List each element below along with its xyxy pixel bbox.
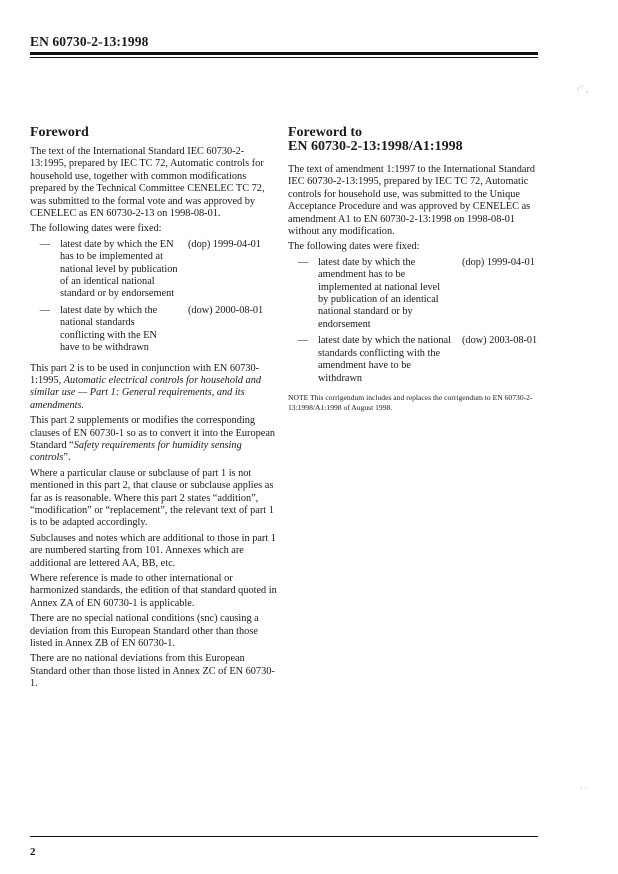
reference-paragraph: Where reference is made to other international or harmonized standards, the edition of that standard quoted in Annex ZA of EN 60730-1 is applicable. (30, 573, 277, 609)
conjunction-text: This part 2 is to be used in conjunction with EN 60730-1:1995, (30, 362, 260, 386)
amendment-intro-paragraph: The text of amendment 1:1997 to the International Standard IEC 60730-2-13:1995, prepared by IEC TC 72, Automatic controls for household use, was submitted to the Unique Acceptance Procedure and was approved by CENELEC as amendment A1 to EN 60730-2-13:1998 on 1998-08-01 without any modification. (288, 164, 536, 238)
supplement-text: This part 2 supplements or modifies the corresponding clauses of EN 60730-1 so as to convert it into the European Standard “ (30, 415, 276, 451)
supplement-close: ”. (63, 452, 71, 464)
list-item-text: latest date by which the national standards conflicting with the amendment have to be withdrawn (318, 335, 451, 384)
list-item-text: latest date by which the amendment has to be implemented at national level by publication of an identical national standard or by endorsement (318, 256, 441, 330)
corrigendum-note: NOTE This corrigendum includes and replaces the corrigendum to EN 60730-2-13:1998/A1:1998 of August 1998. (288, 392, 533, 412)
dates-intro: The following dates were fixed: (288, 241, 420, 253)
deviations-paragraph: There are no national deviations from this European Standard other than those listed in Annex ZC of EN 60730-1. (30, 653, 275, 690)
clause-paragraph: Where a particular clause or subclause of part 1 is not mentioned in this part 2, that clause or subclause applies as far as is reasonable. Where this part 2 states “addition”, “modification” or “replacement”, the relevant text of part 1 is to be adapted accordingly. (30, 467, 274, 529)
list-dash: — (297, 335, 308, 347)
amendment-heading-line2: EN 60730-2-13:1998/A1:1998 (288, 139, 463, 154)
conjunction-paragraph (30, 363, 278, 413)
supplement-paragraph (30, 415, 278, 465)
page-number: 2 (30, 846, 36, 858)
scan-speck-mark-lower: ˙ ˙ (580, 786, 588, 795)
amendment-heading (288, 126, 538, 154)
amendment-foreword-column (288, 126, 538, 412)
list-item-date: (dop) 1999-04-01 (462, 256, 535, 268)
list-item (288, 335, 538, 385)
dates-intro: The following dates were fixed: (30, 223, 162, 235)
list-item (30, 305, 278, 355)
foreword-intro-paragraph: The text of the International Standard IEC 60730-2-13:1995, prepared by IEC TC 72, Automatic controls for household use, together with common modifications prepared by the Technical Committee CENELEC TC 72, was submitted to the formal vote and was approved by CENELEC as EN 60730-2-13 on 1998-08-01. (30, 146, 265, 220)
amendment-heading-line1: Foreword to (288, 125, 362, 140)
conjunction-title: Automatic electrical controls for household and similar use — Part 1: General requirements, and its amendments. (30, 374, 262, 411)
snc-paragraph: There are no special national conditions (snc) causing a deviation from this European Standard other than those listed in Annex ZB of EN 60730-1. (30, 613, 259, 650)
foreword-heading: Foreword (30, 125, 89, 140)
list-dash: — (39, 304, 50, 316)
foreword-column (30, 126, 278, 694)
footer-rule (30, 836, 538, 837)
list-dash: — (39, 238, 50, 250)
list-item (288, 257, 538, 331)
scan-speck-mark: ⁄ ˙ ˎ (578, 84, 589, 93)
header-rule-thin (30, 57, 538, 58)
subclause-paragraph: Subclauses and notes which are additional to those in part 1 are numbered starting from 101. Annexes which are additional are lettered AA, BB, etc. (30, 532, 276, 569)
header-rule-thick (30, 52, 538, 55)
document-identifier: EN 60730-2-13:1998 (30, 34, 149, 49)
supplement-title: Safety requirements for humidity sensing controls (30, 439, 242, 464)
list-item-text: latest date by which the EN has to be implemented at national level by publication of an identical national standard or by endorsement (60, 238, 178, 300)
list-item-date: (dow) 2000-08-01 (188, 304, 264, 316)
list-dash: — (297, 256, 308, 268)
list-item-text: latest date by which the national standards conflicting with the EN have to be withdrawn (60, 304, 158, 354)
list-item-date: (dow) 2003-08-01 (462, 335, 538, 347)
list-item (30, 239, 278, 301)
list-item-date: (dop) 1999-04-01 (188, 238, 261, 250)
